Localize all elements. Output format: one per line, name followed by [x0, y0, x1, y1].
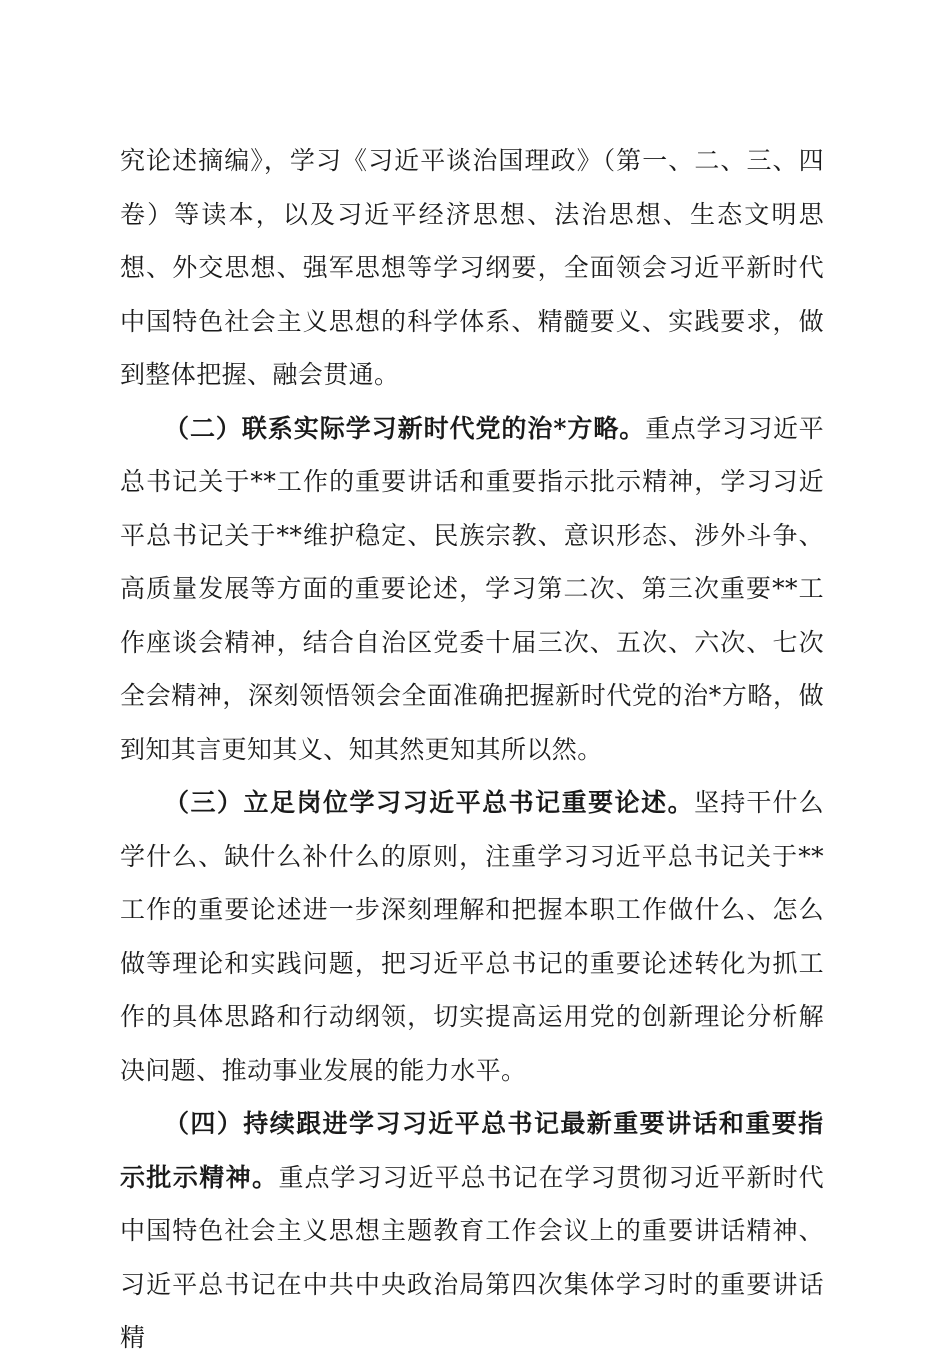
paragraph-continuation: [120, 134, 824, 402]
section-4-paragraph: [120, 1097, 824, 1365]
section-3-heading: （三）立足岗位学习习近平总书记重要论述。: [164, 788, 695, 817]
section-3-paragraph: [120, 776, 824, 1097]
section-2-heading: （二）联系实际学习新时代党的治*方略。: [164, 413, 646, 443]
section-2-body: 重点学习习近平总书记关于**工作的重要讲话和重要指示批示精神，学习习近平总书记关于**维护稳定、民族宗教、意识形态、涉外斗争、高质量发展等方面的重要论述，学习第二次、第三次重要**工作座谈会精神，结合自治区党委十届三次、五次、六次、七次全会精神，深刻领悟领会全面准确把握新时代党的治*方略，做到知其言更知其义、知其然更知其所以然。: [120, 413, 824, 764]
section-3-body: 坚持干什么学什么、缺什么补什么的原则，注重学习习近平总书记关于**工作的重要论述进一步深刻理解和把握本职工作做什么、怎么做等理论和实践问题，把习近平总书记的重要论述转化为抓工作的具体思路和行动纲领，切实提高运用党的创新理论分析解决问题、推动事业发展的能力水平。: [120, 788, 824, 1085]
paragraph-text: 究论述摘编》，学习《习近平谈治国理政》（第一、二、三、四卷）等读本，以及习近平经济思想、法治思想、生态文明思想、外交思想、强军思想等学习纲要，全面领会习近平新时代中国特色社会主义思想的科学体系、精髓要义、实践要求，做到整体把握、融会贯通。: [120, 146, 824, 389]
document-body: [120, 134, 824, 1365]
section-4-body: 重点学习习近平总书记在学习贯彻习近平新时代中国特色社会主义思想主题教育工作会议上的重要讲话精神、习近平总书记在中共中央政治局第四次集体学习时的重要讲话精: [120, 1162, 824, 1352]
section-2-paragraph: [120, 402, 824, 777]
section-4-heading: （四）持续跟进学习习近平总书记最新重要讲话和重要指示批示精神。: [120, 1109, 824, 1192]
